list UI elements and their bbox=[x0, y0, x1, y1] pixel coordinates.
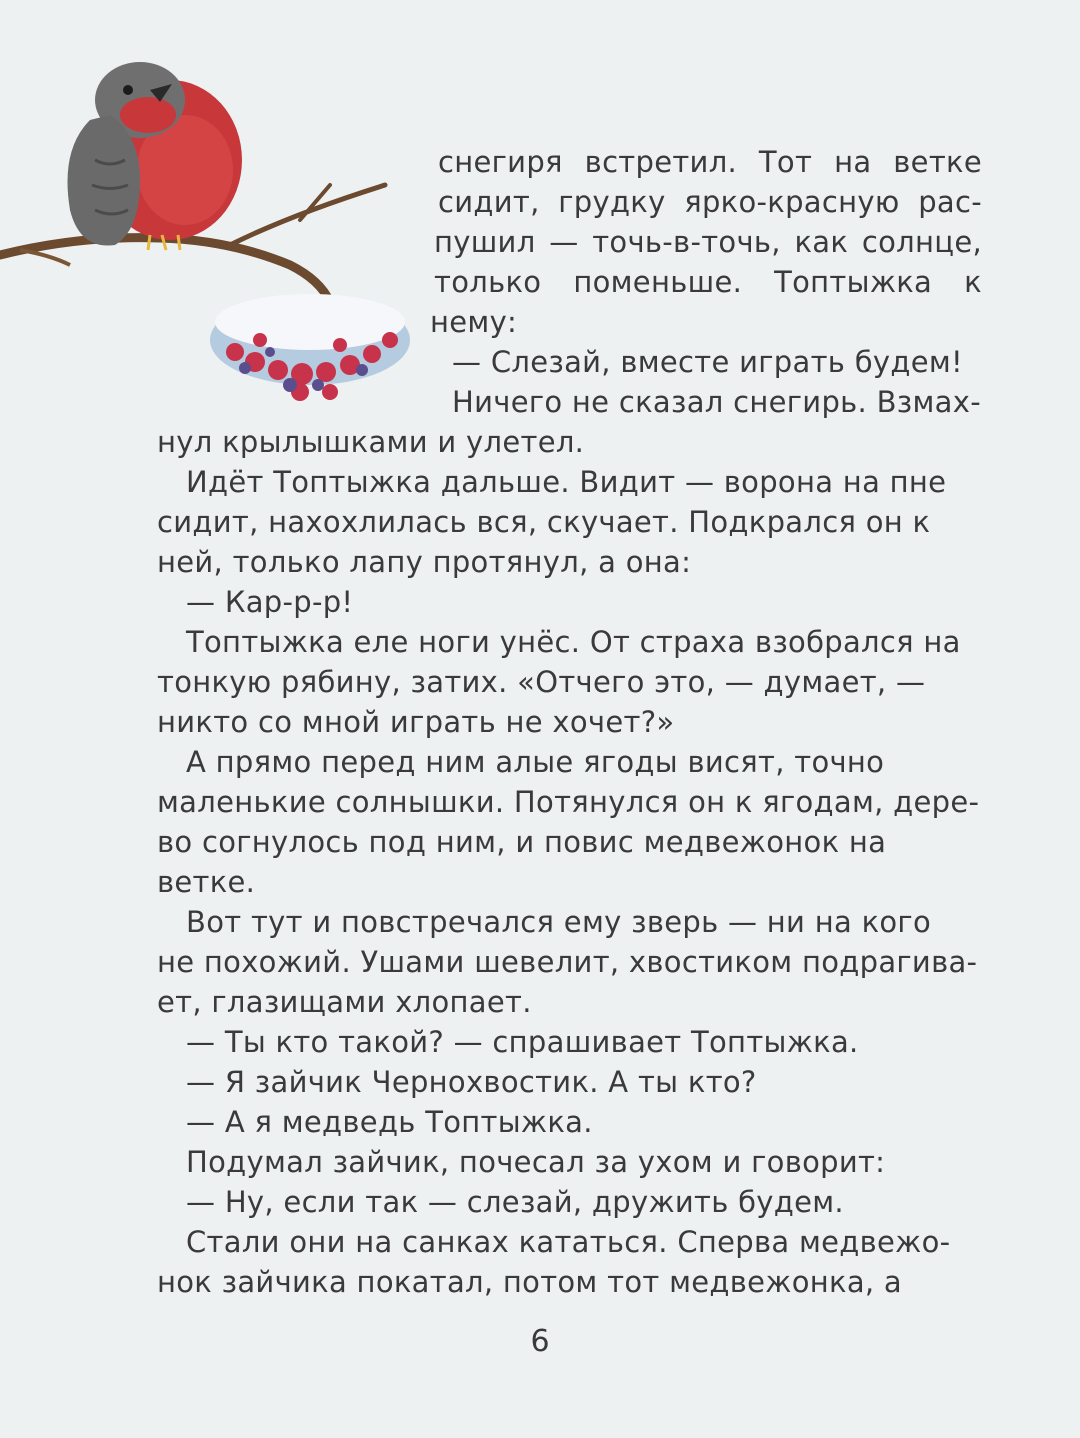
text-line bbox=[434, 222, 982, 262]
text-line: А прямо перед ним алые ягоды висят, точно bbox=[186, 745, 885, 779]
text-line: Вот тут и повстречался ему зверь — ни на кого bbox=[186, 905, 932, 939]
word: на bbox=[834, 145, 872, 179]
word: ярко-красную bbox=[684, 185, 900, 219]
word: только bbox=[434, 265, 542, 299]
word: рас- bbox=[918, 185, 982, 219]
word: — bbox=[549, 225, 579, 259]
word: Топтыжка bbox=[774, 265, 933, 299]
word: точь-в-точь, bbox=[592, 225, 781, 259]
text-line: тонкую рябину, затих. «Отчего это, — думает, — bbox=[157, 665, 926, 699]
word: грудку bbox=[558, 185, 666, 219]
text-line: Ничего не сказал снегирь. Взмах- bbox=[452, 385, 981, 419]
page-number: 6 bbox=[530, 1324, 550, 1359]
word: ветке bbox=[893, 145, 982, 179]
text-line: сидит, нахохлилась вся, скучает. Подкрался он к bbox=[157, 505, 931, 539]
text-line: не похожий. Ушами шевелит, хвостиком подрагива- bbox=[157, 945, 978, 979]
bullfinch-illustration bbox=[0, 40, 420, 410]
text-line bbox=[438, 182, 982, 222]
word: пушил bbox=[434, 225, 536, 259]
word: как bbox=[794, 225, 849, 259]
text-line: — А я медведь Топтыжка. bbox=[186, 1105, 593, 1139]
text-line bbox=[438, 142, 982, 182]
text-line: — Ты кто такой? — спрашивает Топтыжка. bbox=[186, 1025, 859, 1059]
text-line: — Я зайчик Чернохвостик. А ты кто? bbox=[186, 1065, 757, 1099]
word: встретил. bbox=[584, 145, 738, 179]
text-line: Топтыжка еле ноги унёс. От страха взобрался на bbox=[186, 625, 961, 659]
text-line: ет, глазищами хлопает. bbox=[157, 985, 532, 1019]
text-line: нок зайчика покатал, потом тот медвежонка, а bbox=[157, 1265, 902, 1299]
text-line: Стали они на санках кататься. Сперва медвежо- bbox=[186, 1225, 951, 1259]
text-line: маленькие солнышки. Потянулся он к ягодам, дере- bbox=[157, 785, 980, 819]
text-line: во согнулось под ним, и повис медвежонок на bbox=[157, 825, 887, 859]
text-line: — Кар-р-р! bbox=[186, 585, 354, 619]
text-line: ветке. bbox=[157, 865, 256, 899]
word: Тот bbox=[758, 145, 813, 179]
text-line: — Слезай, вместе играть будем! bbox=[452, 345, 963, 379]
word: снегиря bbox=[438, 145, 563, 179]
text-line: нему: bbox=[430, 305, 518, 339]
text-line: Подумал зайчик, почесал за ухом и говорит: bbox=[186, 1145, 886, 1179]
word: сидит, bbox=[438, 185, 540, 219]
text-line: никто со мной играть не хочет?» bbox=[157, 705, 675, 739]
word: к bbox=[964, 265, 982, 299]
text-line: ней, только лапу протянул, а она: bbox=[157, 545, 692, 579]
text-line: — Ну, если так — слезай, дружить будем. bbox=[186, 1185, 844, 1219]
text-line bbox=[434, 262, 982, 302]
word: солнце, bbox=[861, 225, 982, 259]
word: поменьше. bbox=[573, 265, 743, 299]
text-line: Идёт Топтыжка дальше. Видит — ворона на пне bbox=[186, 465, 947, 499]
text-line: нул крылышками и улетел. bbox=[157, 425, 585, 459]
